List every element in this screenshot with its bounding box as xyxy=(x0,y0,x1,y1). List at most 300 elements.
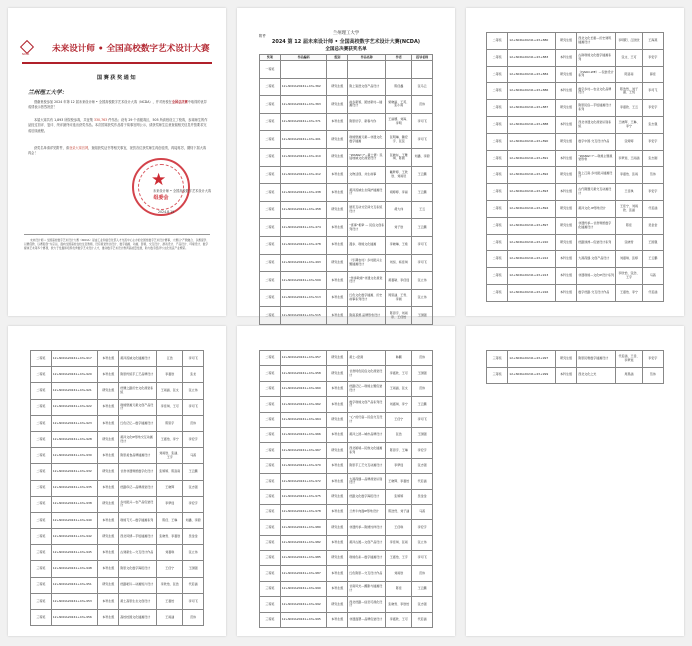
table-row xyxy=(260,520,433,535)
group: 研究生组 xyxy=(98,577,119,593)
list-subtitle: 全国总决赛获奖名单 xyxy=(325,47,367,52)
table-row xyxy=(31,496,204,512)
table-row xyxy=(487,351,664,368)
footnote-divider xyxy=(24,234,210,235)
work-title: 陇原美食品牌插画设计 xyxy=(119,448,157,464)
work-code: 12+NCDA20241+43+894 xyxy=(508,200,556,217)
group: 本科生组 xyxy=(556,268,577,285)
authors: 刘子欣 xyxy=(386,219,412,237)
award-level: 二等奖 xyxy=(487,184,508,201)
award-level: 二等奖 xyxy=(31,480,52,496)
authors: 王晓辉、李嘉怡 xyxy=(386,474,412,489)
work-code: 12+NCDA20241+43+478 xyxy=(280,236,327,254)
group: 研究生组 xyxy=(327,148,348,166)
award-level: 二等奖 xyxy=(487,234,508,251)
authors: 王雨涵、张文 xyxy=(386,381,412,396)
award-level: 二等奖 xyxy=(260,307,281,325)
work-title: “喜事”相牵 — 民俗文创系列设计 xyxy=(348,219,386,237)
authors: 张婷婷、陈洛南 xyxy=(157,464,183,480)
work-title: 陇上江南·乡村振兴插画设计 xyxy=(577,167,616,184)
award-level: 二等奖 xyxy=(487,167,508,184)
brand-title: 未来设计师 • 全国高校数字艺术设计大赛 xyxy=(52,44,210,54)
authors: 李嘉欣、王云 xyxy=(616,100,643,117)
group: 本科生组 xyxy=(327,458,348,473)
table-row xyxy=(260,131,433,149)
group: 本科生组 xyxy=(327,535,348,550)
authors: 江浩 xyxy=(157,351,183,367)
work-title: 红色记忆—数字插画设计 xyxy=(119,415,157,431)
table-row xyxy=(260,148,433,166)
advisor: 张龙 xyxy=(183,367,204,383)
group: 本科生组 xyxy=(556,150,577,167)
work-code: 12+NCDA20241+43+890 xyxy=(508,133,556,150)
table-row xyxy=(487,83,664,100)
award-level: 二等奖 xyxy=(487,116,508,133)
award-level: 三等奖 xyxy=(260,597,281,612)
column-header: 指导老师 xyxy=(412,55,433,61)
work-title: 丝绸之路历史文化视觉系统 xyxy=(119,383,157,399)
table-row xyxy=(260,397,433,412)
work-title: 非遗敦煌—文化IP设计系列 xyxy=(577,268,616,285)
table-row xyxy=(31,593,204,609)
group: 本科生组 xyxy=(327,381,348,396)
award-level: 三等奖 xyxy=(260,520,281,535)
advisor: 王云鹏 xyxy=(412,166,433,184)
award-level: 二等奖 xyxy=(31,431,52,447)
group: 研究生组 xyxy=(327,520,348,535)
work-code: 12+NCDA20241+43+999 xyxy=(508,367,556,384)
authors: 李欣怡、张浩 xyxy=(157,577,183,593)
table-row xyxy=(260,272,433,290)
group: 本科生组 xyxy=(556,184,577,201)
group: 研究生组 xyxy=(327,551,348,566)
group: 研究生组 xyxy=(327,131,348,149)
table-row xyxy=(260,219,433,237)
authors: 王雨涵 xyxy=(157,610,183,626)
award-level: 二等奖 xyxy=(487,49,508,66)
authors: 李晓琳、王艳 xyxy=(386,236,412,254)
table-row xyxy=(487,33,664,50)
award-level: 二等奖 xyxy=(260,443,281,458)
column-header: 作品名称 xyxy=(348,55,386,61)
work-code: 12+NCDA20241+43+972 xyxy=(280,474,327,489)
authors: 李嘉怡、张雨 xyxy=(616,167,643,184)
footnote: 未来设计师 • 全国高校数字艺术设计大赛（NCDA）是由工业和信息化部人才交流中心主办的全国性数字艺术设计赛事，大赛以“产教融合、以赛促学、以赛促教、以赛促创”为宗旨，面向全国高校在校生及教师，设有视觉传达设计、数字插画、动画、影视、交互设计、游戏设计、产品设计、环境设计、数字媒体艺术等多个赛项，致力于发掘和培养优秀数字艺术设计人才，推动数字艺术设计教育高质量发展，助力数字经济与文化创意产业繁荣。 xyxy=(24,238,210,251)
group: 研究生组 xyxy=(98,431,119,447)
work-title: 黄河流域生态保护插画设计 xyxy=(348,184,386,202)
work-title: 西北非遗文化视觉识别系统 xyxy=(577,116,616,133)
award-level: 二等奖 xyxy=(260,412,281,427)
group: 研究生组 xyxy=(98,529,119,545)
work-title: 黄土•窑洞 xyxy=(348,351,386,366)
advisor: 王云 xyxy=(412,201,433,219)
work-title: 甘南风光—摄影与插画设计 xyxy=(348,581,386,596)
authors: 张晓雪 xyxy=(616,234,643,251)
table-row xyxy=(260,78,433,96)
table-row xyxy=(260,201,433,219)
award-level: 二等奖 xyxy=(487,217,508,234)
award-level: 二等奖 xyxy=(487,251,508,268)
advisor: 张志强 xyxy=(183,480,204,496)
work-title: 展览互动式空间交互系统设计 xyxy=(348,201,386,219)
work-code: 12+NCDA20241+43+928 xyxy=(51,431,98,447)
work-code: 12+NCDA20241+43+887 xyxy=(508,100,556,117)
award-table xyxy=(259,350,433,628)
work-code: 12+NCDA20241+43+515 xyxy=(280,307,327,325)
page-award-list-2 xyxy=(466,8,684,316)
award-level: 二等奖 xyxy=(31,512,52,528)
group: 本科生组 xyxy=(327,219,348,237)
work-title: 黄河文化·IP形象设计 xyxy=(577,200,616,217)
work-code: 12+NCDA20241+43+412 xyxy=(280,166,327,184)
award-level: 二等奖 xyxy=(31,496,52,512)
award-level: 二等奖 xyxy=(487,150,508,167)
work-title: 西北文化之光 xyxy=(577,367,616,384)
work-code: 12+NCDA20241+43+891 xyxy=(508,150,556,167)
table-row xyxy=(487,284,664,301)
award-level: 二等奖 xyxy=(31,448,52,464)
group: 本科生组 xyxy=(556,284,577,301)
authors: 胡大伟 xyxy=(386,201,412,219)
university-name: 兰州理工大学 xyxy=(332,31,360,36)
letterhead xyxy=(22,40,212,58)
authors: 王佳琪 xyxy=(616,184,643,201)
work-title: 西北文化长廊—历史建筑插画设计 xyxy=(577,33,616,50)
work-code: 12+NCDA20241+43+917 xyxy=(51,351,98,367)
award-level: 三等奖 xyxy=(260,535,281,550)
work-code: 12+NCDA20241+43+970 xyxy=(280,458,327,473)
award-level: 二等奖 xyxy=(487,66,508,83)
table-row xyxy=(31,577,204,593)
work-code: 12+NCDA20241+43+957 xyxy=(280,351,327,366)
authors: 陈佳鑫 xyxy=(386,78,412,96)
award-level: 二等奖 xyxy=(260,351,281,366)
award-level: 二等奖 xyxy=(260,96,281,114)
group: 研究生组 xyxy=(327,201,348,219)
work-code: 12+NCDA20241+43+982 xyxy=(280,535,327,550)
advisor: 马茜 xyxy=(183,448,204,464)
work-code: 12+NCDA20241+43+493 xyxy=(280,254,327,272)
work-title: 红色文化数字插画、历史故事系列设计 xyxy=(348,289,386,307)
authors: 陈佳、王琳 xyxy=(157,512,183,528)
table-row xyxy=(260,307,433,325)
group: 本科生组 xyxy=(327,272,348,290)
award-level: 二等奖 xyxy=(260,113,281,131)
table-row xyxy=(260,184,433,202)
advisor: 范伟 xyxy=(412,381,433,396)
group: 研究生组 xyxy=(556,133,577,150)
table-row xyxy=(260,458,433,473)
work-title: 《乐趣农村》乡村振兴主题插画设计 xyxy=(348,254,386,272)
work-title: 陇原民歌数字插画设计 xyxy=(577,351,616,368)
table-row xyxy=(31,480,204,496)
advisor: 李宏宇 xyxy=(642,100,663,117)
advisor: 王云鹏 xyxy=(642,251,663,268)
work-title: 丝路记忆—敦煌主题包装设计 xyxy=(348,381,386,396)
table-row xyxy=(487,150,664,167)
award-level: 二等奖 xyxy=(260,219,281,237)
work-title: 西北风情—手绘插画设计 xyxy=(119,529,157,545)
work-title: 数字中国·交互设计作品 xyxy=(577,133,616,150)
star-icon: ★ xyxy=(151,170,167,190)
award-level: 二等奖 xyxy=(260,254,281,272)
work-code: 12+NCDA20241+43+987 xyxy=(280,566,327,581)
table-row xyxy=(260,366,433,381)
work-title: 数字乡村—农业文化品牌设计 xyxy=(577,83,616,100)
work-title: 高校校园文化插画设计 xyxy=(119,610,157,626)
advisor: 李宏宇 xyxy=(642,49,663,66)
work-code: 12+NCDA20241+43+888 xyxy=(508,116,556,133)
authors: 王佳琪 xyxy=(386,520,412,535)
advisor: 吴金金 xyxy=(642,217,663,234)
advisor: 张志刚 xyxy=(642,150,663,167)
advisor: 范伟 xyxy=(183,610,204,626)
table-row xyxy=(260,489,433,504)
work-code: 12+NCDA20241+43+962 xyxy=(280,397,327,412)
authors: 陈浩然、刘子涵、王悦 xyxy=(616,83,643,100)
table-row xyxy=(260,566,433,581)
award-level: 二等奖 xyxy=(487,268,508,285)
award-level: 二等奖 xyxy=(260,397,281,412)
authors: 李明阳、江欣欣 xyxy=(616,33,643,50)
group: 本科生组 xyxy=(556,83,577,100)
advisor: 李司飞 xyxy=(412,113,433,131)
column-header: 作者 xyxy=(386,55,412,61)
table-row xyxy=(260,581,433,596)
award-level: 三等奖 xyxy=(260,489,281,504)
authors: 刘恒、杨佳琪 xyxy=(386,254,412,272)
work-code: 12+NCDA20241+43+916 xyxy=(508,284,556,301)
work-title: 文物活现、共生故事 xyxy=(348,166,386,184)
authors: 戴梦婷、王欣欣、刘雨辰 xyxy=(386,166,412,184)
group: 本科生组 xyxy=(98,399,119,415)
advisor: 张立伟 xyxy=(412,535,433,550)
table-row xyxy=(260,113,433,131)
table-row xyxy=(487,116,664,133)
award-table xyxy=(259,54,433,325)
group: 本科生组 xyxy=(98,512,119,528)
work-title: 甘肃非遗剪纸数字化设计 xyxy=(119,464,157,480)
group: 本科生组 xyxy=(327,307,348,325)
group: 研究生组 xyxy=(98,464,119,480)
work-code: 12+NCDA20241+43+913 xyxy=(508,268,556,285)
group: 本科生组 xyxy=(327,113,348,131)
table-row xyxy=(31,383,204,399)
advisor: 范伟 xyxy=(412,566,433,581)
work-code: 12+NCDA20241+43+886 xyxy=(508,83,556,100)
work-code: 12+NCDA20241+43+458 xyxy=(280,201,327,219)
award-level: 二等奖 xyxy=(31,529,52,545)
table-row xyxy=(487,251,664,268)
advisor: 代若涵 xyxy=(412,474,433,489)
table-row xyxy=(487,200,664,217)
work-title: 黄土高原生态文创设计 xyxy=(119,593,157,609)
work-code: 12+NCDA20241+43+897 xyxy=(508,217,556,234)
advisor: 李司飞 xyxy=(642,83,663,100)
table-row xyxy=(260,597,433,612)
group: 研究生组 xyxy=(98,383,119,399)
authors: 张明琳、魏宏宇、张蕊 xyxy=(386,131,412,149)
award-level: 一等奖 xyxy=(260,61,281,79)
advisor: 张立伟 xyxy=(412,289,433,307)
work-code: 12+NCDA20241+43+474 xyxy=(280,219,327,237)
advisor: 范伟 xyxy=(412,96,433,114)
table-row xyxy=(31,351,204,367)
work-code: 12+NCDA20241+43+892 xyxy=(508,167,556,184)
table-row xyxy=(31,464,204,480)
award-level: 三等奖 xyxy=(260,504,281,519)
work-title: “传承敦煌”非遗文化视觉设计 xyxy=(348,272,386,290)
advisor: 刘鑫、李蔚 xyxy=(412,148,433,166)
table-row xyxy=(487,234,664,251)
work-title: “WANG!!!”—敦煌主题视觉形象 xyxy=(577,150,616,167)
group: 本科生组 xyxy=(327,236,348,254)
advisor: 李宏宇 xyxy=(642,184,663,201)
advisor: 王国强 xyxy=(412,427,433,442)
work-title: 陇原文化数字海报设计 xyxy=(119,561,157,577)
work-title: 黄河之滨—城市品牌设计 xyxy=(348,427,386,442)
work-code: 12+NCDA20241+43+980 xyxy=(280,520,327,535)
authors: 梁晓丽、王英、张小雨 xyxy=(386,96,412,114)
letter-heading: 国赛获奖通知 xyxy=(96,75,138,81)
work-title: 陇原好字、新春与你 xyxy=(348,113,386,131)
work-code: 12+NCDA20241+43+912 xyxy=(508,251,556,268)
table-row xyxy=(260,166,433,184)
work-title: 古韵敦煌文化数字插画系列 xyxy=(577,49,616,66)
table-row xyxy=(260,351,433,366)
authors: 张婷婷 xyxy=(616,133,643,150)
authors: 陈佳 xyxy=(386,581,412,596)
table-row xyxy=(260,412,433,427)
authors: 李佳琪、王可 xyxy=(157,399,183,415)
advisor: 吴金金 xyxy=(412,489,433,504)
group: 研究生组 xyxy=(556,33,577,50)
table-row xyxy=(487,66,664,83)
work-title: 敦煌壁画元素—非遗文化数字插画 xyxy=(348,131,386,149)
authors: 陈浩然、刘子涵 xyxy=(386,504,412,519)
authors: 周思涵、王雪、李晨 xyxy=(386,289,412,307)
work-title: 丝路绿洲—包装设计系列 xyxy=(577,234,616,251)
table-row xyxy=(260,289,433,307)
work-code: 12+NCDA20241+43+930 xyxy=(51,448,98,464)
award-level: 三等奖 xyxy=(487,367,508,384)
work-title: 陇原民俗—手绘插画设计系列 xyxy=(577,100,616,117)
award-level: 二等奖 xyxy=(31,383,52,399)
group: 研究生组 xyxy=(327,489,348,504)
authors: 王嘉怡、李宁 xyxy=(157,431,183,447)
authors: 王佳宁 xyxy=(386,412,412,427)
award-level: 三等奖 xyxy=(260,612,281,627)
group: 本科生组 xyxy=(556,367,577,384)
work-code: 12+NCDA20241+43+992 xyxy=(280,597,327,612)
work-code: 12+NCDA20241+43+951 xyxy=(51,577,98,593)
award-level: 二等奖 xyxy=(260,289,281,307)
work-title xyxy=(348,61,386,79)
authors: 刘嘉琪、李宁 xyxy=(386,397,412,412)
salutation: 兰州理工大学： xyxy=(28,90,68,96)
work-code: 12+NCDA20241+43+509 xyxy=(280,272,327,290)
work-title: 非遗传承—甘肃剪纸数字化插画设计 xyxy=(577,217,616,234)
group: 研究生组 xyxy=(556,200,577,217)
award-level: 三等奖 xyxy=(487,351,508,368)
award-level: 二等奖 xyxy=(260,272,281,290)
advisor: 李宏宇 xyxy=(642,133,663,150)
award-level: 三等奖 xyxy=(31,593,52,609)
advisor: 范伟 xyxy=(183,415,204,431)
advisor: 张志强 xyxy=(642,116,663,133)
table-row xyxy=(260,61,433,79)
authors: 陈洛南 xyxy=(616,66,643,83)
official-site-link[interactable]: 登录大赛官网 xyxy=(69,146,89,150)
work-code: 12+NCDA20241+43+978 xyxy=(280,504,327,519)
group: 研究生组 xyxy=(327,254,348,272)
advisor: 范伟 xyxy=(642,367,663,384)
column-header: 奖项 xyxy=(260,55,281,61)
advisor: 李司飞 xyxy=(412,551,433,566)
award-level: 二等奖 xyxy=(31,351,52,367)
work-title: 西北秘境—民族文化插画系列 xyxy=(348,443,386,458)
award-level: 二等奖 xyxy=(487,33,508,50)
work-code: 12+NCDA20241+43+438 xyxy=(280,184,327,202)
group: 本科生组 xyxy=(327,289,348,307)
work-code: 12+NCDA20241+43+893 xyxy=(508,184,556,201)
group: 研究生组 xyxy=(327,78,348,96)
page-award-list-3 xyxy=(8,326,226,636)
table-row xyxy=(260,551,433,566)
award-level: 三等奖 xyxy=(31,545,52,561)
award-level: 三等奖 xyxy=(260,458,281,473)
work-title: 兰州牛肉面IP形象设计 xyxy=(348,504,386,519)
work-code: 12+NCDA20241+43+910 xyxy=(508,234,556,251)
award-level: 三等奖 xyxy=(260,581,281,596)
work-code: 12+NCDA20241+43+401 xyxy=(280,131,327,149)
authors: 张文、王可 xyxy=(616,49,643,66)
table-row xyxy=(31,415,204,431)
advisor: 王海燕 xyxy=(642,33,663,50)
authors: 陈思宇、刘雨彤、王佳怡 xyxy=(386,307,412,325)
authors: 张浩 xyxy=(386,427,412,442)
advisor: 吴金金 xyxy=(183,529,204,545)
group: 研究生组 xyxy=(98,496,119,512)
authors: 韩鹏 xyxy=(386,351,412,366)
advisor: 王云鹏 xyxy=(412,581,433,596)
table-row xyxy=(260,612,433,627)
work-code: 12+NCDA20241+43+513 xyxy=(280,289,327,307)
authors: 王嘉怡、王宇 xyxy=(386,551,412,566)
work-title: 敦煌飞天—数字插画系列 xyxy=(119,512,157,528)
award-level: 二等奖 xyxy=(260,366,281,381)
group: 本科生组 xyxy=(556,49,577,66)
authors: 张晓雪、李嘉欣 xyxy=(157,529,183,545)
authors: 陈思宇、王琳 xyxy=(386,443,412,458)
official-seal: ★ 组委会 xyxy=(132,158,190,216)
advisor: 张立伟 xyxy=(412,272,433,290)
table-row xyxy=(31,367,204,383)
group: 本科生组 xyxy=(98,561,119,577)
advisor: 王云鹏 xyxy=(412,219,433,237)
group: 研究生组 xyxy=(327,366,348,381)
advisor xyxy=(412,61,433,79)
work-code: 12+NCDA20241+43+880 xyxy=(508,33,556,50)
work-title: 乡村振兴—农产品包装设计 xyxy=(119,496,157,512)
table-row xyxy=(487,217,664,234)
letter-paragraph-2: 本届大赛共有 1,893 所院校参赛，共征集 330,763 件作品；设有 29 个省级赛区，505 所高校设立了校赛，参赛师生的作品经过初评、复评、终评最终评选出获奖作品。本次国赛获奖作品将于赛事官网公示，请获奖师生注意查阅相关信息并按要求完成后续流程。 xyxy=(28,118,208,133)
work-title: 黄河文化IP形象交互动画设计 xyxy=(119,431,157,447)
work-code: 12+NCDA20241+43+945 xyxy=(51,545,98,561)
advisor: 李司飞 xyxy=(183,593,204,609)
award-level: 三等奖 xyxy=(31,561,52,577)
group: 本科生组 xyxy=(327,474,348,489)
